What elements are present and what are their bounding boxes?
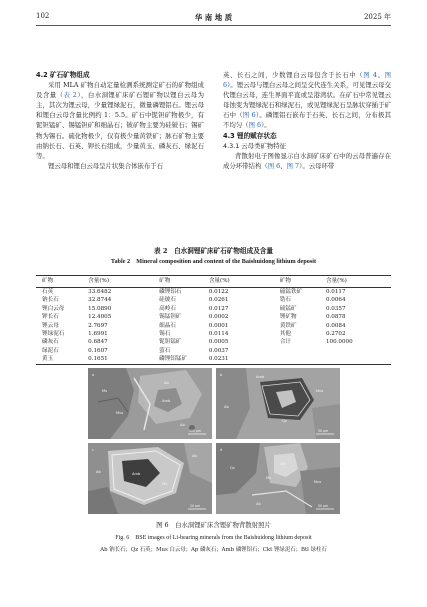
table-cell: 锆石	[279, 297, 292, 304]
table-row	[36, 347, 391, 355]
table-cell	[320, 355, 391, 364]
table-cell: 1.6991	[88, 331, 108, 338]
mineral-label: Ab	[96, 470, 101, 474]
table-body	[36, 288, 391, 365]
mineral-label: Mus	[116, 411, 124, 415]
mineral-label: Ckt	[280, 462, 286, 466]
table-row	[36, 296, 391, 304]
table-cell: 磷锂铝锰矿	[153, 355, 203, 364]
svg-text:d: d	[220, 448, 223, 452]
table-cell: 0.0037	[208, 347, 229, 354]
column-header: 矿物	[274, 276, 320, 288]
bse-image-b-graphic	[216, 368, 340, 439]
table-cell: 0.0231	[203, 355, 274, 364]
table-cell: 0.0064	[325, 297, 346, 304]
table-cell: 石英	[42, 289, 54, 295]
body-paragraph: 锂云母和锂白云母呈片状集合体嵌布于石	[48, 161, 164, 170]
table-title-cn: 表 2 白水洞锂矿床矿石矿物组成及含量	[154, 247, 273, 255]
bse-image-d-graphic	[216, 443, 340, 514]
table-cell: 锂绿泥石	[42, 331, 65, 338]
table-row	[36, 338, 391, 346]
figure-caption-en: Fig. 6 BSE images of Li-bearing minerals from the Baishuidong lithium deposit	[115, 535, 312, 541]
header-rule	[36, 25, 391, 26]
table-cell: 15.0890	[88, 305, 112, 312]
mineral-label: Ab	[192, 454, 197, 458]
mineral-label: Ab	[256, 502, 261, 506]
table-cell: 0.0002	[208, 314, 229, 321]
figure-ref-link[interactable]: 图 6	[242, 111, 256, 120]
table-cell: 0.0357	[325, 305, 346, 312]
table-cell: 0.0878	[325, 314, 346, 321]
table-cell: 0.0001	[208, 322, 229, 329]
table-cell: 锡石	[159, 331, 171, 338]
svg-text:b: b	[220, 373, 223, 377]
scale-bar-label: 50 μm	[318, 429, 329, 433]
table-cell: 萤石	[159, 347, 171, 354]
mineral-label: Qz	[282, 419, 287, 423]
table-row	[36, 330, 391, 338]
svg-text:c: c	[92, 448, 94, 452]
mineral-label: Mus	[314, 480, 322, 484]
mineral-label: Amb	[162, 399, 171, 403]
table-cell: 铌钽锰矿	[159, 339, 182, 346]
column-header: 含量(%)	[203, 276, 274, 288]
table-cell: 黄铁矿	[279, 322, 297, 329]
table-cell: 0.0114	[208, 331, 229, 338]
bse-image-c	[88, 443, 212, 514]
column-header: 矿物	[36, 276, 82, 288]
section-heading: 4.3 锂的赋存状态	[223, 131, 277, 140]
table-cell: 锂白云母	[42, 305, 65, 312]
body-paragraph: 采用 MLA 矿物自动定量检测系统测定矿石的矿物组成及含量（表 2），白水洞锂矿床矿石锂矿物以锂白云母为主，其次为锂云母，少量锂绿泥石，微量磷锂铝石。锂云母和锂白云母含量比例约 1：5.5。矿石中铌钽矿物极少，有铌钽锰矿、锡锰钽矿和细晶石；铍矿物主要为硅铍石；锡矿物为锡石。硫化物极少，仅有极少量黄铁矿；脉石矿物主要由钠长石、石英、钾长石组成，少量黄玉、磷灰石、绿泥石等。	[36, 81, 204, 160]
table-cell: 32.8744	[88, 297, 112, 304]
table-cell: 0.0005	[208, 339, 229, 346]
table-cell: 磷灰石	[42, 339, 59, 346]
figure-6	[88, 368, 340, 514]
mineral-label: Ms	[162, 482, 167, 486]
table-cell: 0.0084	[325, 322, 346, 329]
scale-bar-label: 50 μm	[318, 504, 329, 508]
bse-image-c-graphic	[88, 443, 212, 514]
issue-year: 2025 年	[363, 13, 391, 21]
figure-ref-link[interactable]: 图 6	[248, 121, 262, 130]
bse-image-a	[88, 368, 212, 439]
table-cell: 33.6482	[88, 289, 112, 295]
table-ref-link[interactable]: 表 2	[63, 91, 77, 100]
mineral-label: Qz	[230, 466, 235, 470]
mineral-label: Ms	[266, 476, 271, 480]
figure-ref-link[interactable]: 图 6	[223, 71, 391, 90]
table-cell	[320, 347, 391, 355]
table-cell: 0.0127	[208, 305, 229, 312]
table-cell: 锂云母	[42, 322, 59, 329]
table-row	[36, 355, 391, 364]
mineral-table	[36, 275, 391, 365]
body-paragraph: 英、长石之间，少数锂白云母包含于长石中（图 4、图 6）。锂云母与锂白云母之间呈交代连生关系，可见锂云母交代锂白云母，连生界面平直或呈港湾状。在矿石中常见锂云母蚀变为锂绿泥石和绿泥石，或见锂绿泥石呈脉状穿插于矿石中（图 6）。磷锂铝石嵌布于石英、长石之间，分布极其不均匀（图 6）。	[223, 71, 391, 130]
table-row	[36, 322, 391, 330]
mineral-label: Mus	[316, 389, 324, 393]
figure-caption-cn: 图 6 白水洞锂矿床含锂矿物背散射照片	[156, 521, 271, 529]
table-cell: 硫锰铁矿	[279, 289, 303, 295]
body-paragraph: 背散射电子图像显示白水洞矿床矿石中的云母普遍存在成分环带结构（图 6、图 7）。云母环带	[223, 151, 391, 170]
left-column	[36, 70, 204, 171]
column-header: 含量(%)	[82, 276, 153, 288]
column-header: 矿物	[153, 276, 203, 288]
table-cell	[274, 347, 320, 355]
mineral-label: Ab	[180, 423, 185, 427]
mineral-label: Ms	[102, 389, 107, 393]
table-cell: 硫锰矿	[279, 305, 297, 312]
right-column	[223, 70, 391, 171]
table-cell: 0.2702	[325, 331, 346, 338]
table-cell: 高岭石	[159, 305, 176, 312]
mineral-label: Amb	[132, 472, 141, 476]
table-cell: 0.1651	[82, 355, 153, 364]
figure-abbreviations: Ab 钠长石；Qz 石英；Mus 白云母；Ap 磷灰石；Amb 磷锂铝石；Ckt 锂绿泥石；Btl 绿柱石	[100, 547, 327, 553]
table-cell: 黄玉	[36, 355, 82, 364]
table-cell: 锡锰钽矿	[159, 314, 182, 321]
table-cell: 100.0000	[325, 339, 353, 346]
bse-image-d	[216, 443, 340, 514]
table-cell: 0.6847	[88, 339, 108, 346]
mineral-label: Ab	[164, 381, 169, 385]
column-header: 含量(%)	[320, 276, 391, 288]
table-cell: 2.7697	[88, 322, 108, 329]
table-title-en: Table 2 Mineral composition and content of the Baishuidong lithium deposit	[110, 258, 317, 265]
page-number: 102	[36, 12, 50, 20]
table-cell: 0.1607	[88, 347, 108, 354]
mineral-label: Ab	[224, 405, 229, 409]
table-cell: 细晶石	[159, 322, 176, 329]
table-cell: 绿泥石	[42, 347, 59, 354]
figure-ref-link[interactable]: 图 7	[286, 161, 300, 170]
table-cell: 其他	[279, 331, 292, 338]
figure-ref-link[interactable]: 图 4	[363, 71, 377, 79]
table-cell: 0.0261	[208, 297, 229, 304]
table-cell	[274, 355, 320, 364]
table-row	[36, 313, 391, 321]
table-cell: 钾长石	[42, 314, 59, 321]
table-cell: 0.0122	[208, 289, 229, 295]
bse-image-b	[216, 368, 340, 439]
table-row	[36, 305, 391, 313]
scale-bar-label: 20 μm	[190, 504, 201, 508]
section-heading: 4.2 矿石矿物组成	[36, 71, 90, 79]
scale-bar-label: 100 μm	[189, 429, 202, 433]
table-cell: 锂矿物	[279, 314, 297, 321]
figure-ref-link[interactable]: 图 6	[267, 161, 281, 170]
table-cell: 合计	[279, 339, 292, 346]
table-row	[36, 288, 391, 297]
svg-text:a: a	[92, 373, 95, 377]
table-header-row	[36, 276, 391, 288]
mineral-label: Amb	[256, 375, 265, 379]
table-cell: 硅铍石	[159, 297, 176, 304]
journal-title: 华 南 地 质	[194, 13, 233, 22]
table-cell: 12.4005	[88, 314, 112, 321]
table-cell: 钠长石	[42, 297, 59, 304]
table-cell: 0.0117	[325, 289, 346, 295]
bse-image-a-graphic	[88, 368, 212, 439]
table-cell: 磷锂铝石	[159, 289, 182, 295]
subsection-heading: 4.3.1 云母类矿物特征	[223, 141, 287, 150]
